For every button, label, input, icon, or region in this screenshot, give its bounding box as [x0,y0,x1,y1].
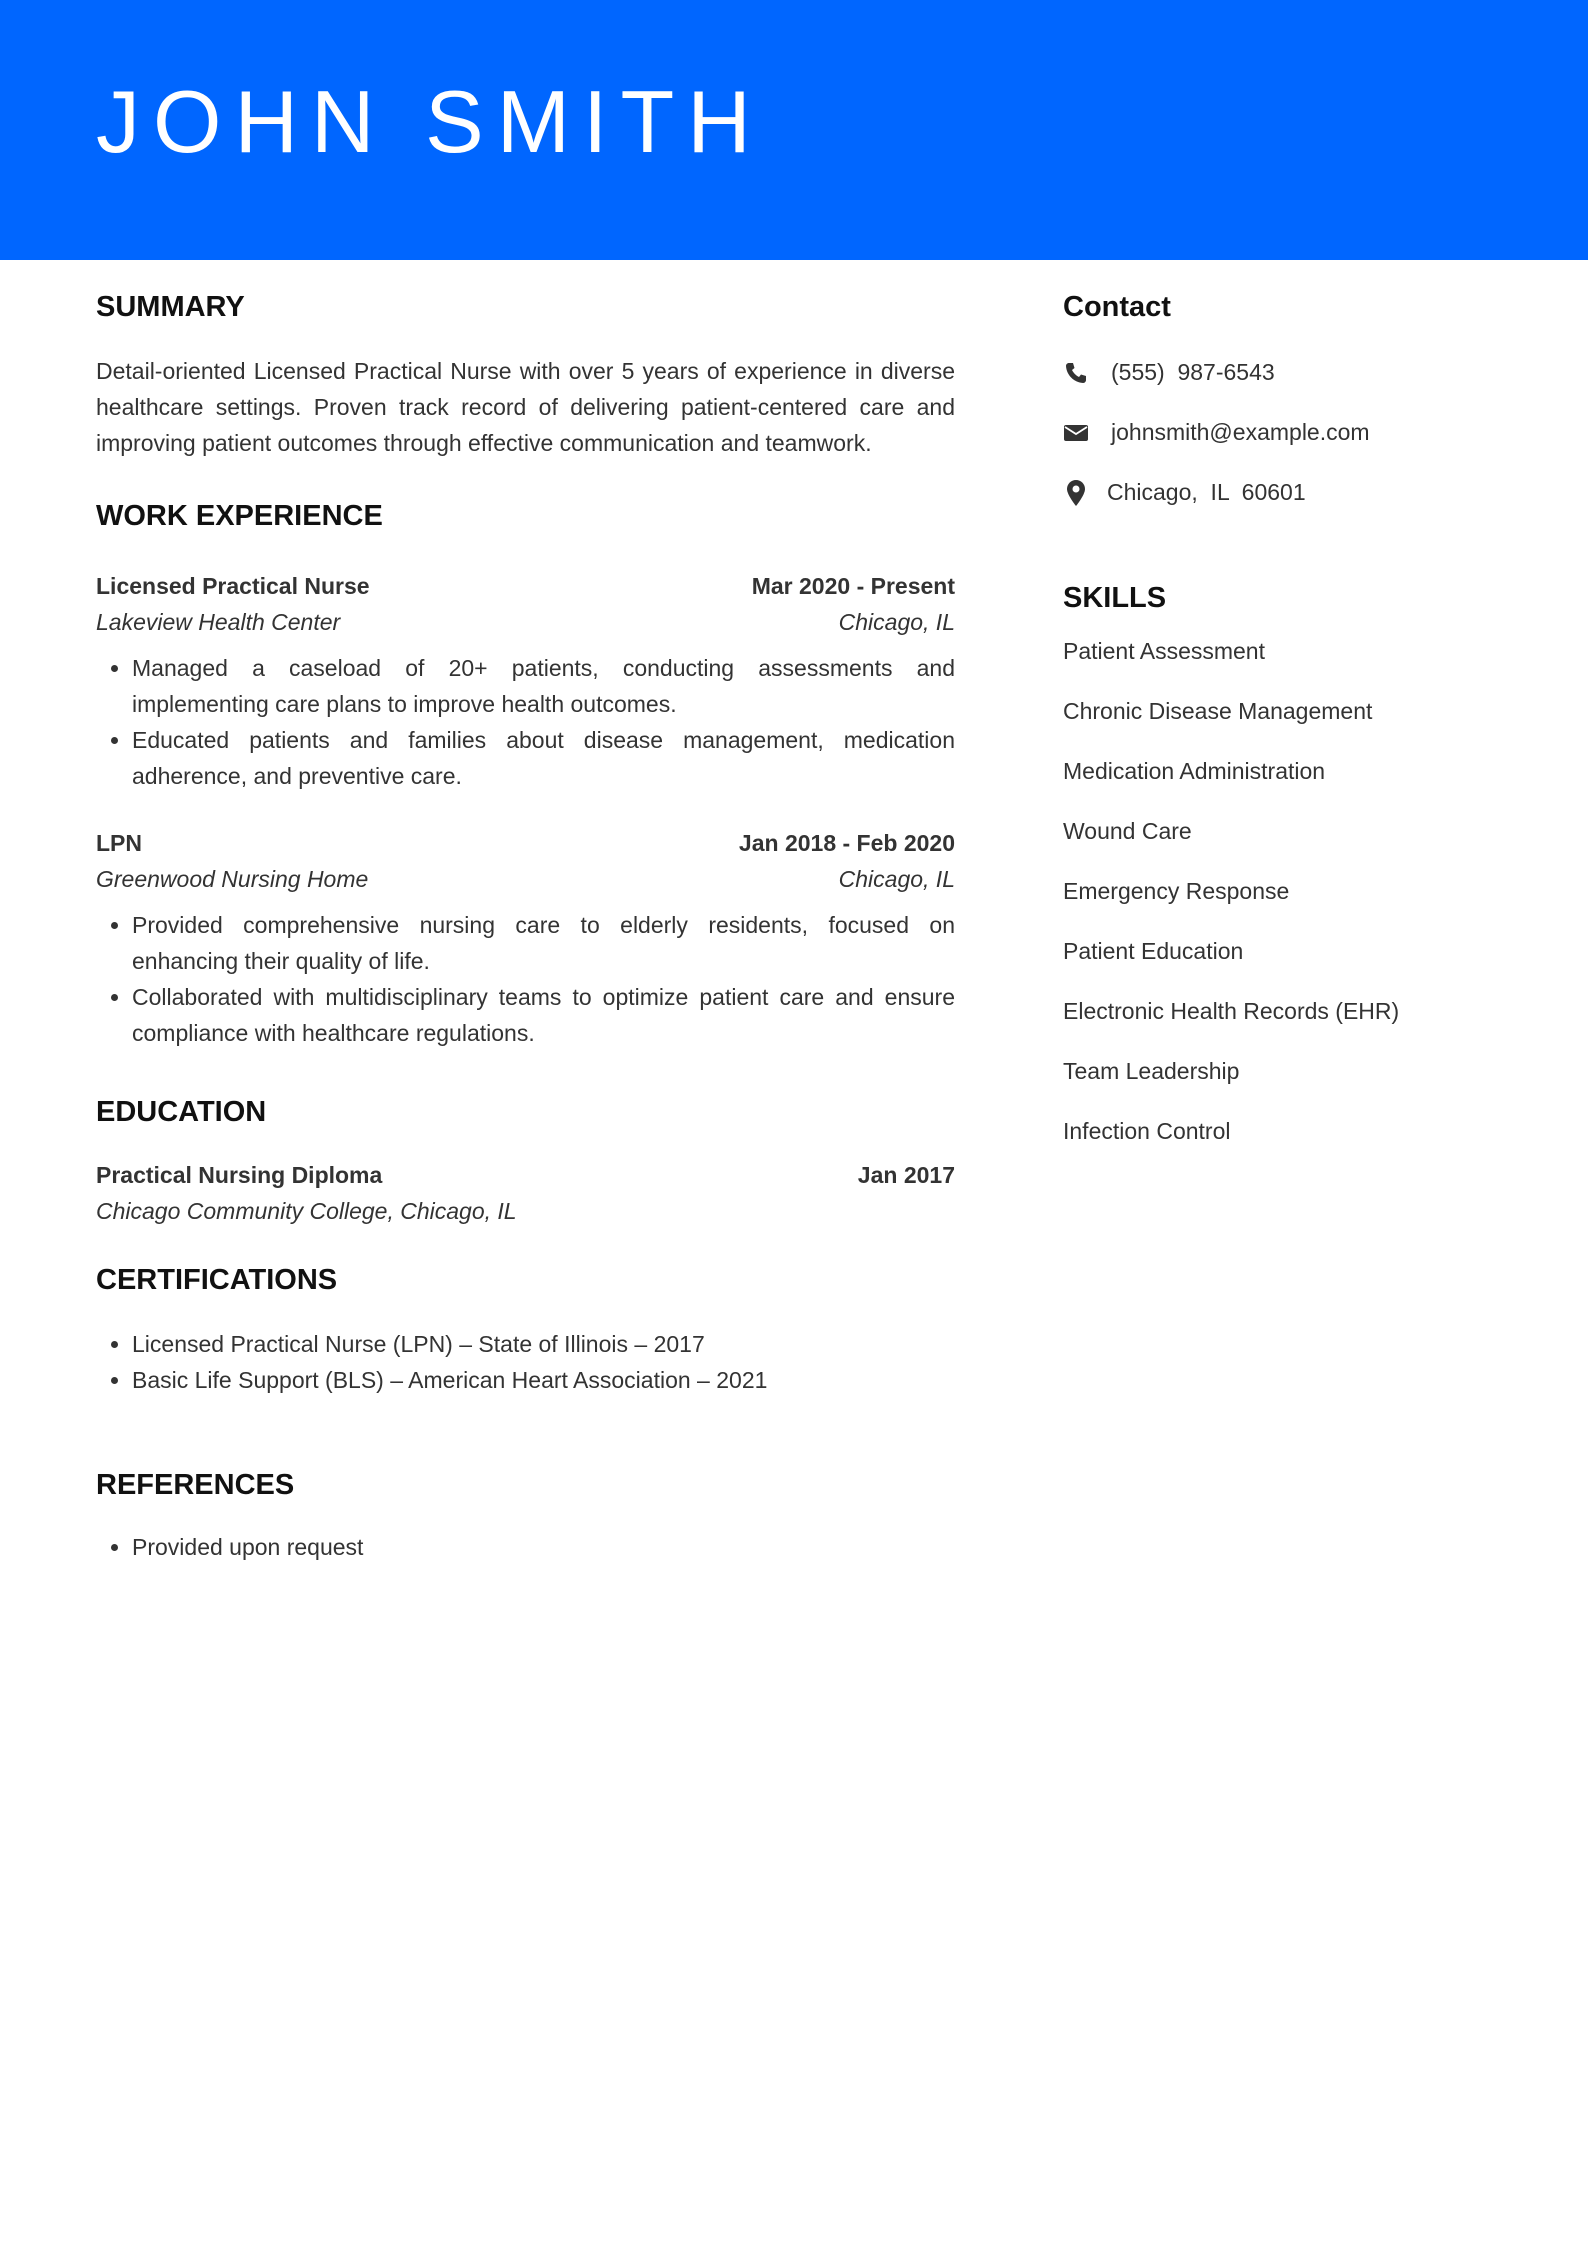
header-banner [0,0,1588,260]
certifications-list [96,1326,955,1398]
certification-item: • Basic Life Support (BLS) – American Heart Association – 2021 [132,1362,955,1398]
skill-item: Infection Control [1063,1117,1231,1144]
summary-title: SUMMARY [96,291,245,323]
references-title: REFERENCES [96,1469,295,1502]
skill-item: Patient Assessment [1063,637,1265,664]
education-section [96,1095,955,1230]
contact-phone [1063,343,1523,403]
skill-item: Patient Education [1063,937,1244,964]
job-bullet: • Collaborated with multidisciplinary teams to optimize patient care and ensure compliance with healthcare regulations. [132,979,955,1051]
job-bullets [96,650,955,794]
experience-title: WORK EXPERIENCE [96,499,383,532]
skills-section [1063,581,1523,1176]
job-entry [96,825,955,1051]
summary-section [96,290,955,461]
job-dates: Mar 2020 - Present [751,572,955,599]
skills-title: SKILLS [1063,581,1167,614]
skill-item: Team Leadership [1063,1057,1240,1084]
main-column [96,290,955,1565]
references-list [96,1529,955,1565]
certifications-section [96,1263,955,1398]
references-section [96,1468,955,1565]
skill-item: Emergency Response [1063,877,1290,904]
education-title: EDUCATION [96,1095,267,1128]
job-bullets [96,907,955,1051]
job-bullet: • Educated patients and families about disease management, medication adherence, and preventive care. [132,722,955,794]
envelope-icon [1063,420,1089,446]
skill-item: Electronic Health Records (EHR) [1063,997,1400,1024]
job-location: Chicago, IL [838,865,955,892]
contact-section [1063,290,1523,523]
job-company: Greenwood Nursing Home [96,865,369,892]
job-role: LPN [96,829,142,856]
location-text: Chicago, IL 60601 [1107,479,1306,506]
job-bullet: • Managed a caseload of 20+ patients, conducting assessments and implementing care plans to improve health outcomes. [132,650,955,722]
education-date: Jan 2017 [857,1162,955,1189]
contact-location [1063,463,1523,523]
job-company: Lakeview Health Center [96,608,341,635]
job-dates: Jan 2018 - Feb 2020 [738,829,955,856]
experience-section [96,499,955,1051]
job-entry [96,568,955,794]
skill-item: Medication Administration [1063,757,1326,784]
contact-email [1063,403,1523,463]
skill-item: Chronic Disease Management [1063,697,1373,724]
job-bullet: • Provided comprehensive nursing care to elderly residents, focused on enhancing their quality of life. [132,907,955,979]
candidate-name: JOHN SMITH [96,72,764,171]
education-school: Chicago Community College, Chicago, IL [96,1198,517,1225]
map-pin-icon [1063,480,1089,506]
email-text[interactable]: johnsmith@example.com [1111,419,1370,446]
phone-text[interactable]: (555) 987-6543 [1111,359,1275,386]
job-location: Chicago, IL [838,608,955,635]
reference-item: • Provided upon request [132,1529,955,1565]
summary-text: Detail-oriented Licensed Practical Nurse with over 5 years of experience in diverse healthcare settings. Proven track record of delivering patient-centered care and improving patient outcomes through effective communication and teamwork. [96,357,955,456]
education-degree: Practical Nursing Diploma [96,1162,383,1189]
skill-item: Wound Care [1063,817,1192,844]
certifications-title: CERTIFICATIONS [96,1264,338,1297]
contact-title: Contact [1063,291,1171,323]
phone-icon [1063,360,1089,386]
job-role: Licensed Practical Nurse [96,572,370,599]
certification-item: • Licensed Practical Nurse (LPN) – State of Illinois – 2017 [132,1326,955,1362]
sidebar-column [1063,290,1523,1176]
